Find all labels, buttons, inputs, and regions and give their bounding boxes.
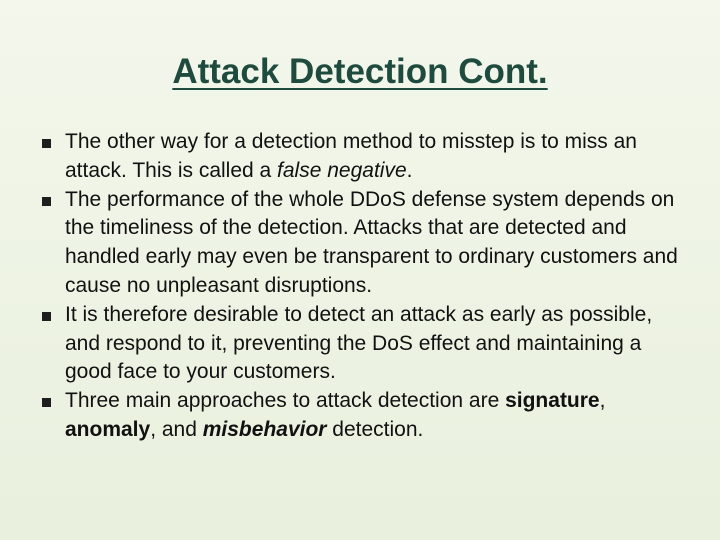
bullet-text: It is therefore desirable to detect an attack as early as possible, and respond to it, preventing the DoS effect and maintaining a good face to your customers. <box>65 302 653 384</box>
bullet-item <box>38 128 688 186</box>
bullet-text: The performance of the whole DDoS defense system depends on the timeliness of the detection. Attacks that are detected and handled early may even be transparent to ordinary customers and cause no unpleasant disruptions. <box>65 187 678 297</box>
slide-title: Attack Detection Cont. <box>172 52 548 91</box>
bullet-item <box>38 301 688 387</box>
bullet-list <box>38 128 688 445</box>
bullet-text: Three main approaches to attack detection are signature, anomaly, and misbehavior detection. <box>65 389 606 441</box>
square-bullet-icon <box>42 197 51 206</box>
square-bullet-icon <box>42 398 51 407</box>
bullet-item <box>38 186 688 301</box>
bullet-item <box>38 387 688 445</box>
square-bullet-icon <box>42 139 51 148</box>
bullet-text: The other way for a detection method to misstep is to miss an attack. This is called a false negative. <box>65 130 637 182</box>
square-bullet-icon <box>42 312 51 321</box>
